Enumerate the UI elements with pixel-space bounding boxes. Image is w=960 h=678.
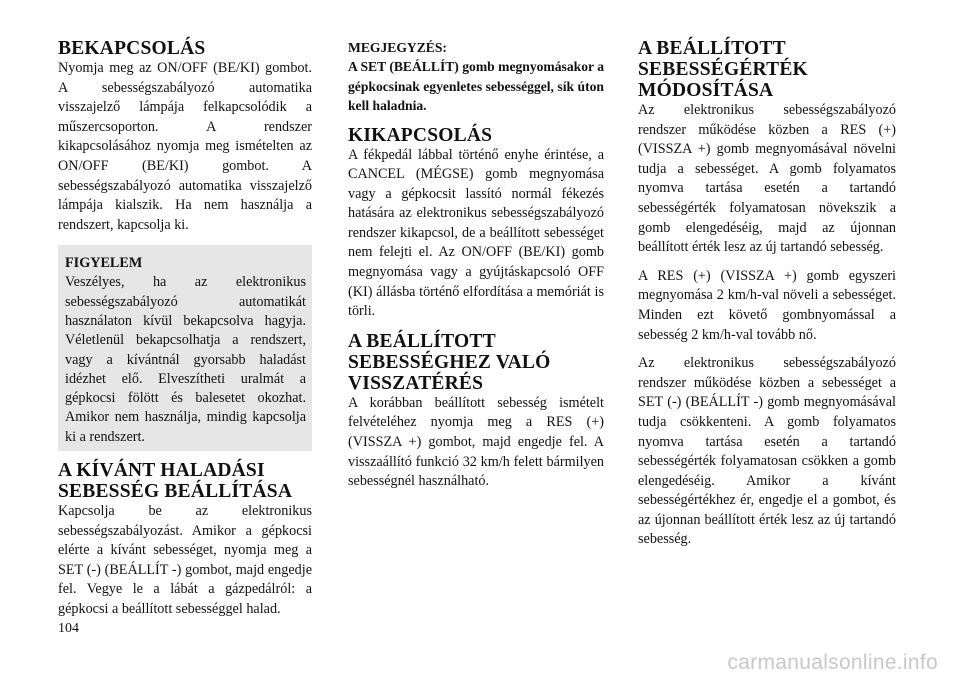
heading-vissza-line3: VISSZATÉRÉS bbox=[348, 372, 484, 394]
column-2 bbox=[348, 38, 604, 492]
paragraph-modositas-2: A RES (+) (VISSZA +) gomb egyszeri megnyomása 2 km/h-val növeli a sebességet. Minden ezt követő gombnyomással a sebesség 2 km/h-val tovább nő. bbox=[638, 267, 896, 343]
paragraph-modositas-3: Az elektronikus sebességszabályozó rendszer működése közben a sebességet a SET (-) (BEÁLLÍT -) gomb megnyomásával tudja csökkenteni. A gomb folyamatos nyomva tartása esetén a tartandó sebességérték folyamatosan csökken a gomb elengedéséig. Amikor a kívánt sebességértékhez ér, engedje el a gombot, és az újonnan beállított érték lesz az új tartandó sebesség. bbox=[638, 355, 896, 548]
heading-vissza-line1: A BEÁLLÍTOTT bbox=[348, 330, 496, 352]
heading-kikapcsolas: KIKAPCSOLÁS bbox=[348, 124, 493, 146]
heading-bekapcsolas: BEKAPCSOLÁS bbox=[58, 38, 206, 59]
heading-modositas-line1: A BEÁLLÍTOTT bbox=[638, 38, 786, 59]
warning-title: FIGYELEM bbox=[65, 255, 143, 272]
heading-modositas-line3: MÓDOSÍTÁSA bbox=[638, 80, 774, 101]
watermark: carmanualsonline.info bbox=[727, 651, 938, 674]
heading-kivant-line1: A KÍVÁNT HALADÁSI bbox=[58, 460, 265, 482]
note-title: MEGJEGYZÉS: bbox=[348, 40, 447, 55]
page-number: 104 bbox=[58, 621, 79, 636]
heading-modositas-line2: SEBESSÉGÉRTÉK bbox=[638, 59, 808, 80]
paragraph-vissza: A korábban beállított sebesség ismételt felvételéhez nyomja meg a RES (+) (VISSZA +) gombot, majd engedje fel. A visszaállító funkció 32 km/h felett bármilyen sebességnél használható. bbox=[348, 394, 604, 490]
paragraph-bekapcsolas: Nyomja meg az ON/OFF (BE/KI) gombot. A sebességszabályozó automatika visszajelző lámpája felkapcsolódik a műszercsoporton. A rendszer kikapcsolásához nyomja meg ismételten az ON/OFF (BE/KI) gombot. A sebességszabályozó automatika visszajelző lámpája kialszik. Ha nem használja a rendszert, kapcsolja ki. bbox=[58, 60, 312, 233]
paragraph-kivant: Kapcsolja be az elektronikus sebességszabályozást. Amikor a gépkocsi elérte a kívánt sebességet, nyomja meg a SET (-) (BEÁLLÍT -) gombot, majd engedje fel. Vegye le a lábát a gázpedálról: a gépkocsi a beállított sebességgel halad. bbox=[58, 503, 312, 617]
heading-vissza-line2: SEBESSÉGHEZ VALÓ bbox=[348, 351, 551, 373]
warning-box bbox=[58, 245, 312, 451]
paragraph-modositas-1: Az elektronikus sebességszabályozó rendszer működése közben a RES (+) (VISSZA +) gomb megnyomásával növelni tudja a sebességet. A gomb folyamatos nyomva tartása esetén a tartandó sebességérték folyamatosan növekszik a gomb elengedéséig, majd az újonnan beállított érték lesz az új tartandó sebesség. bbox=[638, 102, 896, 256]
column-1 bbox=[58, 38, 312, 620]
paragraph-kikapcsolas: A fékpedál lábbal történő enyhe érintése, a CANCEL (MÉGSE) gomb megnyomása vagy a gépkocsit lassító normál fékezés hatására az elektronikus sebességszabályozó rendszer kikapcsol, de a beállított sebességet nem felejti el. Az ON/OFF (BE/KI) gomb megnyomása vagy a gyújtáskapcsoló OFF (KI) állásba történő elfordítása a memóriát is törli. bbox=[348, 146, 604, 320]
heading-kivant-line2: SEBESSÉG BEÁLLÍTÁSA bbox=[58, 481, 293, 503]
warning-text: Veszélyes, ha az elektronikus sebességszabályozó automatikát használaton kívül bekapcsolva hagyja. Véletlenül bekapcsolhatja a rendszert, vagy a kívántnál gyorsabb haladást idézhet elő. Elveszítheti uralmát a gépkocsi fölött és balesetet okozhat. Amikor nem használja, mindig kapcsolja ki a rendszert. bbox=[65, 274, 306, 445]
note-text: A SET (BEÁLLÍT) gomb megnyomásakor a gépkocsinak egyenletes sebességgel, sík úton kell haladnia. bbox=[348, 59, 604, 113]
column-3 bbox=[638, 38, 896, 550]
